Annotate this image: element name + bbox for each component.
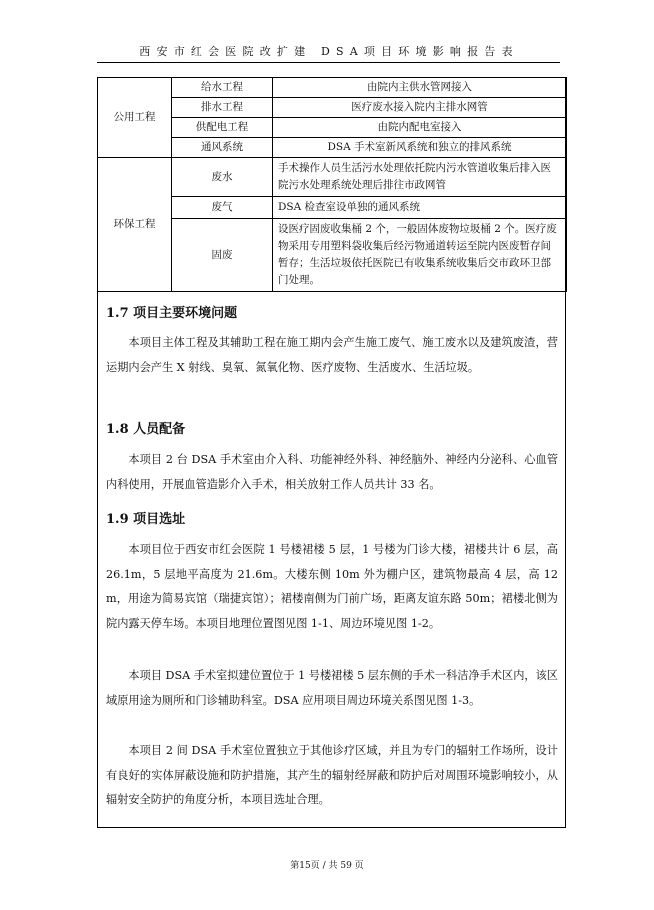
table-row [98,78,567,98]
row-desc: 由院内主供水管网接入 [273,78,567,98]
row-desc: 设医疗固废收集桶 2 个，一般固体废物垃圾桶 2 个。医疗废物采用专用塑料袋收集后经污物通道转运至院内医废暂存间暂存；生活垃圾依托医院已有收集系统收集后交市政环卫部门处理。 [273,219,567,292]
row-name: 废水 [172,158,273,197]
table-row [98,158,567,197]
paragraph: 本项目主体工程及其辅助工程在施工期内会产生施工废气、施工废水以及建筑废渣，营运期内会产生 X 射线、臭氧、氮氧化物、医疗废物、生活废水、生活垃圾。 [106,336,558,374]
row-desc: 由院内配电室接入 [273,118,567,138]
header-rule [97,62,560,63]
report-header: 西安市红会医院改扩建 DSA项目环境影响报告表 [139,45,519,58]
paragraph: 本项目位于西安市红会医院 1 号楼裙楼 5 层，1 号楼为门诊大楼，裙楼共计 6 层，高 26.1m，5 层地平高度为 21.6m。大楼东侧 10m 外为棚户区，建筑物最高 4 层，高 12m，用途为简易宾馆（瑞捷宾馆）；裙楼南侧为门前广场，距离友谊东路 50m；裙楼北侧为院内露天停车场。本项目地理位置图见图 1-1、周边环境见图 1-2。 [106,543,558,630]
row-name: 供配电工程 [172,118,273,138]
row-name: 排水工程 [172,98,273,118]
paragraph: 本项目 DSA 手术室拟建位置位于 1 号楼裙楼 5 层东侧的手术一科洁净手术区内，该区域原用途为厕所和门诊辅助科室。DSA 应用项目周边环境关系图见图 1-3。 [106,669,558,707]
group-environmental-works: 环保工程 [98,158,172,292]
section-title: 1.7 项目主要环境问题 [106,306,238,321]
section-title: 1.8 人员配备 [106,422,186,437]
row-name: 废气 [172,197,273,219]
row-desc: DSA 手术室新风系统和独立的排风系统 [273,138,567,158]
content-frame [97,77,566,828]
page-number: 第15页 / 共 59 页 [290,861,364,871]
row-desc: DSA 检查室设单独的通风系统 [273,197,567,219]
section-title: 1.9 项目选址 [106,512,186,527]
paragraph: 本项目 2 台 DSA 手术室由介入科、功能神经外科、神经脑外、神经内分泌科、心血管内科使用，开展血管造影介入手术，相关放射工作人员共计 33 名。 [106,453,558,491]
row-name: 给水工程 [172,78,273,98]
group-public-works: 公用工程 [98,78,172,158]
paragraph: 本项目 2 间 DSA 手术室位置独立于其他诊疗区域，并且为专门的辐射工作场所，设计有良好的实体屏蔽设施和防护措施，其产生的辐射经屏蔽和防护后对周围环境影响较小，从辐射安全防护的角度分析，本项目选址合理。 [106,744,558,807]
row-name: 固废 [172,219,273,292]
row-name: 通风系统 [172,138,273,158]
project-composition-table [97,77,567,292]
row-desc: 医疗废水接入院内主排水网管 [273,98,567,118]
row-desc: 手术操作人员生活污水处理依托院内污水管道收集后排入医院污水处理系统处理后排往市政网管 [273,158,567,197]
